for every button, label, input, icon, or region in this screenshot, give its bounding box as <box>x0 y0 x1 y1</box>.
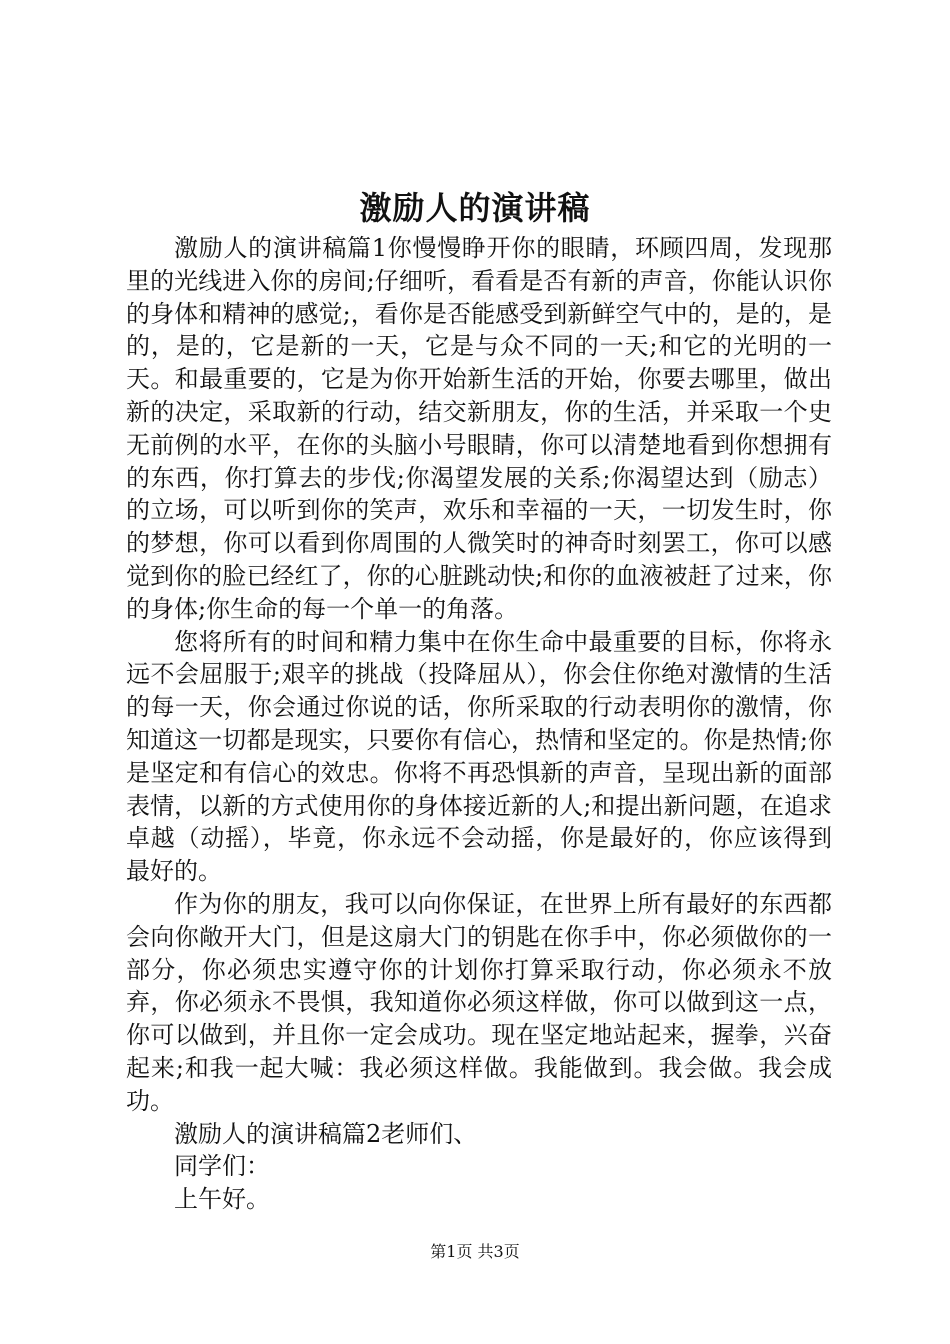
paragraph: 激励人的演讲稿篇1你慢慢睁开你的眼睛，环顾四周，发现那里的光线进入你的房间;仔细听，看看是否有新的声音，你能认识你的身体和精神的感觉;，看你是否能感受到新鲜空气中的，是的，是的，是的，它是新的一天，它是与众不同的一天;和它的光明的一天。和最重要的，它是为你开始新生活的开始，你要去哪里，做出新的决定，采取新的行动，结交新朋友，你的生活，并采取一个史无前例的水平，在你的头脑小号眼睛，你可以清楚地看到你想拥有的东西，你打算去的步伐;你渴望发展的关系;你渴望达到（励志）的立场，可以听到你的笑声，欢乐和幸福的一天，一切发生时，你的梦想，你可以看到你周围的人微笑时的神奇时刻罢工，你可以感觉到你的脸已经红了，你的心脏跳动快;和你的血液被赶了过来，你的身体;你生命的每一个单一的角落。 <box>126 234 832 623</box>
document-body <box>126 232 832 1216</box>
page-number-footer: 第1页 共3页 <box>430 1242 520 1261</box>
paragraph: 激励人的演讲稿篇2老师们、 <box>174 1119 478 1148</box>
paragraph: 同学们： <box>174 1152 270 1181</box>
paragraph: 上午好。 <box>174 1185 270 1214</box>
document-title: 激励人的演讲稿 <box>359 189 591 227</box>
paragraph: 作为你的朋友，我可以向你保证，在世界上所有最好的东西都会向你敞开大门，但是这扇大门的钥匙在你手中，你必须做你的一部分，你必须忠实遵守你的计划你打算采取行动，你必须永不放弃，你必须永不畏惧，我知道你必须这样做，你可以做到这一点，你可以做到，并且你一定会成功。现在坚定地站起来，握拳，兴奋起来;和我一起大喊：我必须这样做。我能做到。我会做。我会成功。 <box>126 889 832 1115</box>
paragraph: 您将所有的时间和精力集中在你生命中最重要的目标，你将永远不会屈服于;艰辛的挑战（投降屈从），你会住你绝对激情的生活的每一天，你会通过你说的话，你所采取的行动表明你的激情，你知道这一切都是现实，只要你有信心，热情和坚定的。你是热情;你是坚定和有信心的效忠。你将不再恐惧新的声音，呈现出新的面部表情，以新的方式使用你的身体接近新的人;和提出新问题，在追求卓越（动摇），毕竟，你永远不会动摇，你是最好的，你应该得到最好的。 <box>126 627 832 886</box>
